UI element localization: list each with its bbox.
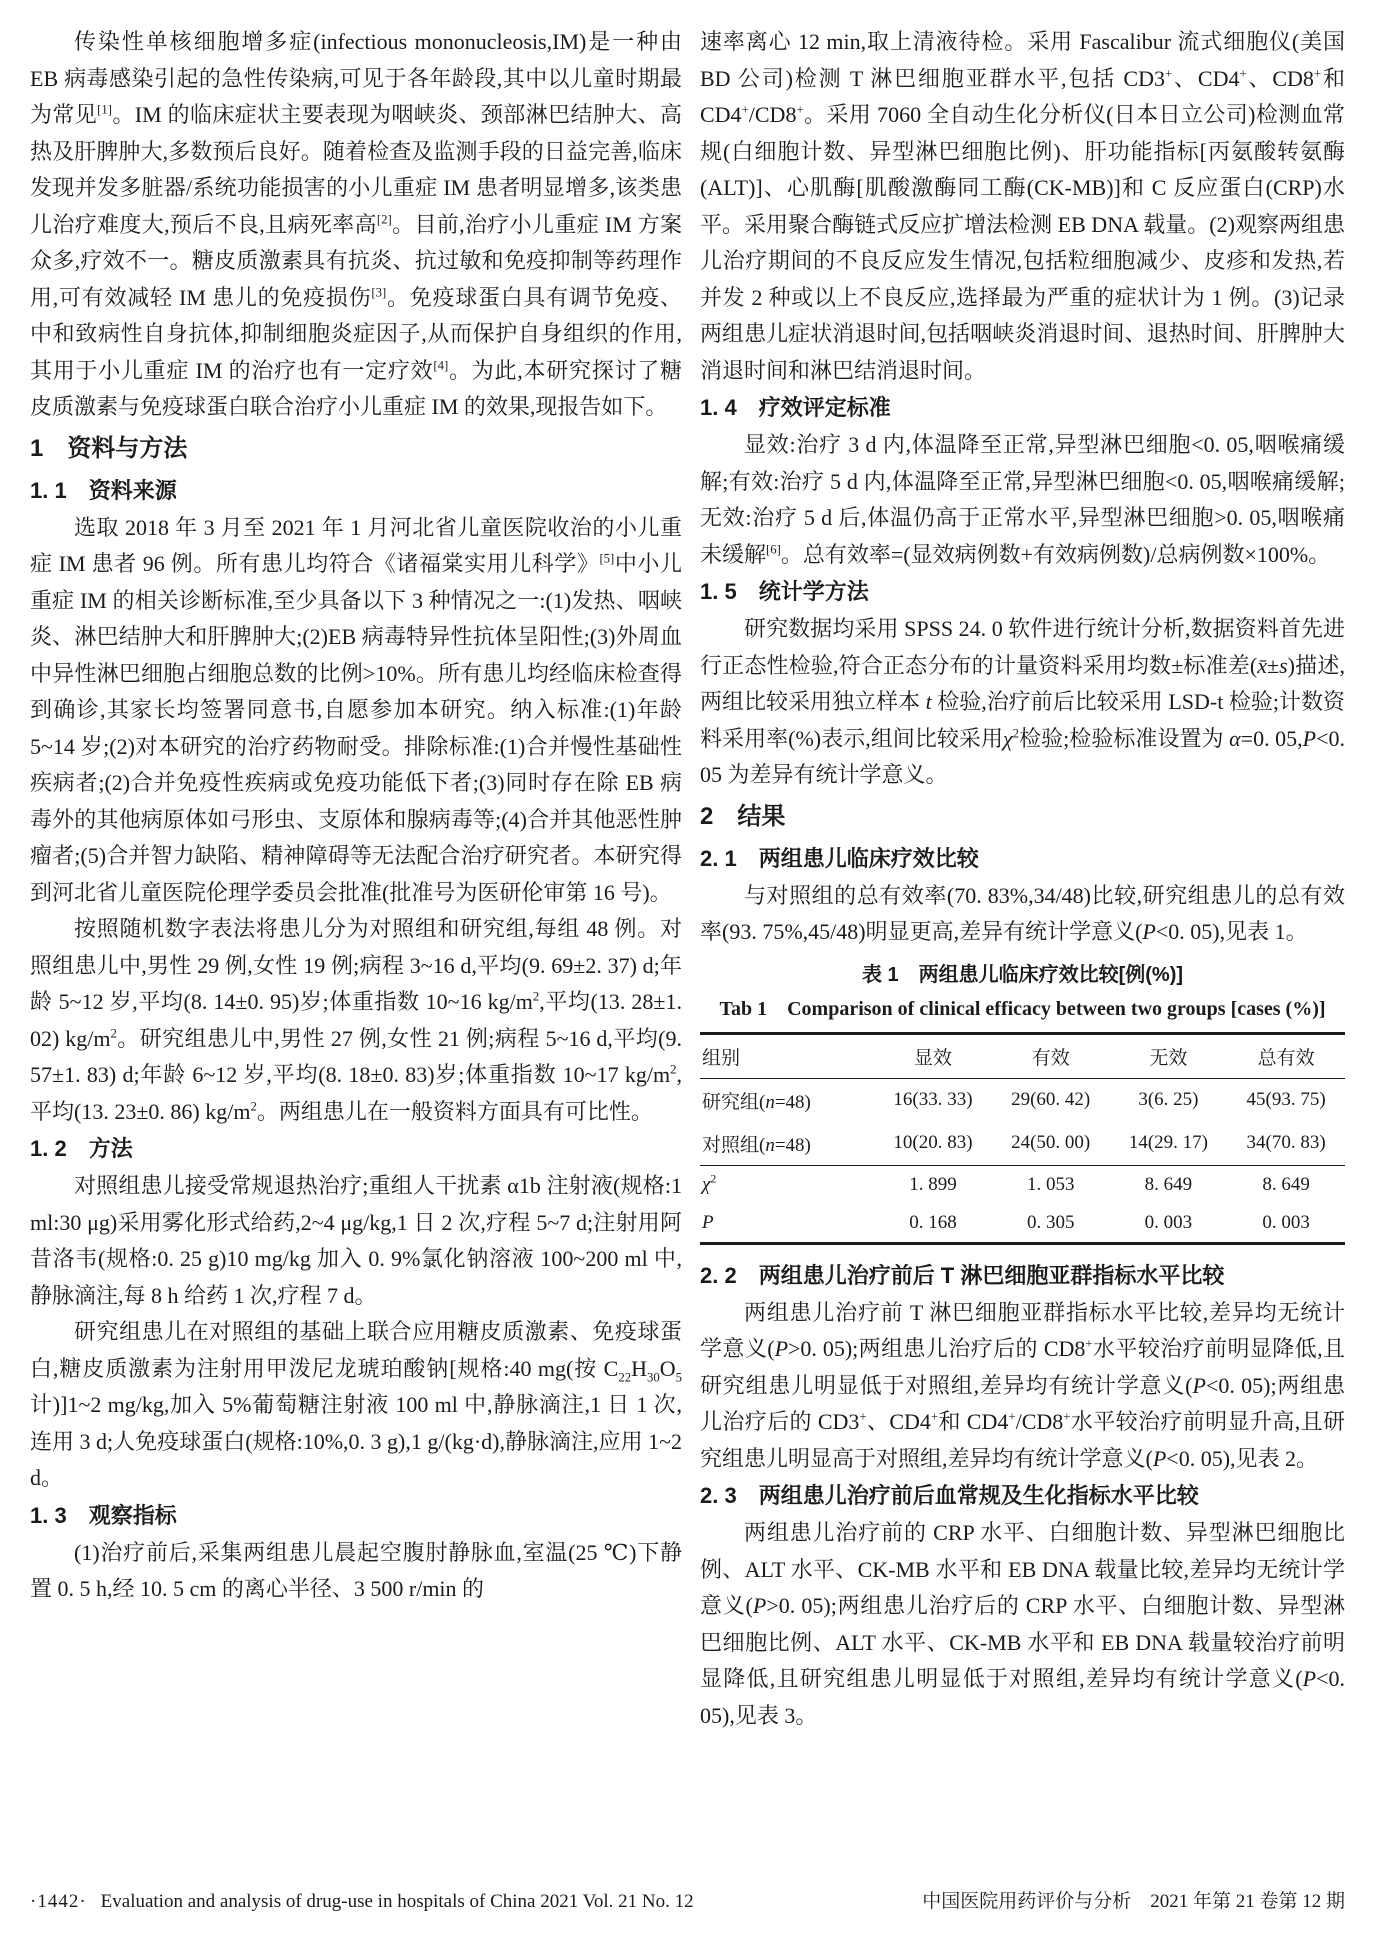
table1-header-group: 组别 <box>700 1033 874 1078</box>
table-cell: 14(29. 17) <box>1110 1122 1228 1166</box>
section-heading-materials-and-methods: 1 资料与方法 <box>30 434 188 462</box>
table1-row-p-value <box>700 1204 1345 1244</box>
paragraph-clinical-efficacy-comparison: 与对照组的总有效率(70. 83%,34/48)比较,研究组患儿的总有效率(93. 75%,45/48)明显更高,差异有统计学意义(P<0. 05),见表 1。 <box>700 882 1345 944</box>
table-cell: 8. 649 <box>1144 1173 1193 1195</box>
page-number: ·1442· <box>30 1891 87 1912</box>
paragraph-observation-indexes-continued: 速率离心 12 min,取上清液待检。采用 Fascalibur 流式细胞仪(美国 BD 公司)检测 T 淋巴细胞亚群水平,包括 CD3+、CD4+、CD8+和 CD4+/CD8+。采用 7060 全自动生化分析仪(日本日立公司)检测血常规(白细胞计数、异型淋巴细胞比例)、肝功能指标[丙氨酸转氨酶(ALT)]、心肌酶[肌酸激酶同工酶(CK-MB)]和 C 反应蛋白(CRP)水平。采用聚合酶链式反应扩增法检测 EB DNA 载量。(2)观察两组患儿治疗期间的不良反应发生情况,包括粒细胞减少、皮疹和发热,若并发 2 种或以上不良反应,选择最为严重的症状计为 1 例。(3)记录两组患儿症状消退时间,包括咽峡炎消退时间、退热时间、肝脾肿大消退时间和淋巴结消退时间。 <box>700 29 1345 383</box>
journal-name-zh: 中国医院用药评价与分析 2021 年第 21 卷第 12 期 <box>922 1891 1345 1912</box>
table1-header-ineffective: 无效 <box>1110 1033 1228 1078</box>
subsection-heading-statistical-method: 1. 5 统计学方法 <box>700 579 869 604</box>
table-cell: 1. 053 <box>1026 1173 1075 1195</box>
table-cell: 10(20. 83) <box>874 1122 992 1166</box>
paragraph-data-source-criteria: 选取 2018 年 3 月至 2021 年 1 月河北省儿童医院收治的小儿重症 IM 患者 96 例。所有患儿均符合《诸福棠实用儿科学》[5]中小儿重症 IM 的相关诊断标准,至少具备以下 3 种情况之一:(1)发热、咽峡炎、淋巴结肿大和肝脾肿大;(2)EB 病毒特异性抗体呈阳性;(3)外周血中异性淋巴细胞占细胞总数的比例>10%。所有患儿均经临床检查得到确诊,其家长均签署同意书,自愿参加本研究。纳入标准:(1)年龄 5~14 岁;(2)对本研究的治疗药物耐受。排除标准:(1)合并慢性基础性疾病者;(2)合并免疫性疾病或免疫功能低下者;(3)同时存在除 EB 病毒外的其他病原体如弓形虫、支原体和腺病毒等;(4)合并其他恶性肿瘤者;(5)合并智力缺陷、精神障碍等无法配合治疗研究者。本研究得到河北省儿童医院伦理学委员会批准(批准号为医研伦审第 16 号)。 <box>30 514 682 905</box>
table-cell: 34(70. 83) <box>1227 1122 1345 1166</box>
table-cell: 0. 003 <box>1144 1211 1193 1233</box>
table1-caption-en: Tab 1 Comparison of clinical efficacy between two groups [cases (%)] <box>719 997 1326 1020</box>
table1-header-row <box>700 1033 1345 1078</box>
table-cell: 0. 305 <box>1026 1211 1075 1233</box>
table-cell: 24(50. 00) <box>992 1122 1110 1166</box>
subsection-heading-t-lymphocyte-comparison: 2. 2 两组患儿治疗前后 T 淋巴细胞亚群指标水平比较 <box>700 1262 1225 1288</box>
paragraph-observation-indexes: (1)治疗前后,采集两组患儿晨起空腹肘静脉血,室温(25 ℃)下静置 0. 5 h,经 10. 5 cm 的离心半径、3 500 r/min 的 <box>30 1539 682 1601</box>
table-cell: 8. 649 <box>1262 1173 1310 1195</box>
paragraph-study-group-treatment: 研究组患儿在对照组的基础上联合应用糖皮质激素、免疫球蛋白,糖皮质激素为注射用甲泼尼龙琥珀酸钠[规格:40 mg(按 $C_{22}H_{30}O_5$ 计)]1~2 mg/kg,加入 5%葡萄糖注射液 100 ml 中,静脉滴注,1 日 1 次,连用 3 d;人免疫球蛋白(规格:10%,0. 3 g),1 g/(kg·d),静脉滴注,应用 1~2 d。 <box>30 1319 682 1490</box>
table1-header-total-effective: 总有效 <box>1227 1033 1345 1078</box>
table-cell: 研究组(n=48) <box>702 1091 811 1113</box>
subsection-heading-data-source: 1. 1 资料来源 <box>30 477 177 503</box>
table-cell: 1. 899 <box>909 1173 957 1195</box>
table-cell: 对照组(n=48) <box>700 1122 874 1166</box>
subsection-heading-efficacy-criteria: 1. 4 疗效评定标准 <box>700 395 891 420</box>
paragraph-efficacy-criteria: 显效:治疗 3 d 内,体温降至正常,异型淋巴细胞<0. 05,咽喉痛缓解;有效:治疗 5 d 内,体温降至正常,异型淋巴细胞<0. 05,咽喉痛缓解;无效:治疗 5 d 后,体温仍高于正常水平,异型淋巴细胞>0. 05,咽喉痛未缓解[6]。总有效率=(显效病例数+有效病例数)/总病例数×100%。 <box>700 432 1345 567</box>
table-cell: 3(6. 25) <box>1138 1089 1199 1110</box>
subsection-heading-method: 1. 2 方法 <box>30 1136 133 1161</box>
left-column <box>30 24 682 1608</box>
table-cell: P <box>702 1211 714 1233</box>
table-cell: 0. 168 <box>909 1211 957 1233</box>
table1-row-control-group <box>700 1122 1345 1166</box>
table1-clinical-efficacy <box>700 1032 1345 1245</box>
page-footer <box>30 1888 1345 1916</box>
table1-header-markedly-effective: 显效 <box>874 1033 992 1078</box>
journal-name-en: Evaluation and analysis of drug-use in hospitals of China 2021 Vol. 21 No. 12 <box>100 1891 694 1912</box>
table1-header-effective: 有效 <box>992 1033 1110 1078</box>
subsection-heading-clinical-efficacy-comparison: 2. 1 两组患儿临床疗效比较 <box>700 845 979 871</box>
table-cell: 16(33. 33) <box>893 1089 973 1110</box>
table-cell: $\chi^2$ <box>702 1172 717 1195</box>
subsection-heading-blood-biochemical-comparison: 2. 3 两组患儿治疗前后血常规及生化指标水平比较 <box>700 1483 1199 1508</box>
paragraph-t-lymphocyte-comparison: 两组患儿治疗前 T 淋巴细胞亚群指标水平比较,差异均无统计学意义(P>0. 05);两组患儿治疗后的 CD8+水平较治疗前明显降低,且研究组患儿明显低于对照组,差异均有统计学意义(P<0. 05);两组患儿治疗后的 CD3+、CD4+和 CD4+/CD8+水平较治疗前明显升高,且研究组患儿明显高于对照组,差异均有统计学意义(P<0. 05),见表 2。 <box>700 1299 1346 1471</box>
table1-caption-zh: 表 1 两组患儿临床疗效比较[例(%)] <box>861 963 1184 986</box>
right-column <box>700 24 1345 1734</box>
paragraph-blood-biochemical-comparison: 两组患儿治疗前的 CRP 水平、白细胞计数、异型淋巴细胞比例、ALT 水平、CK-MB 水平和 EB DNA 载量比较,差异均无统计学意义(P>0. 05);两组患儿治疗后的 CRP 水平、白细胞计数、异型淋巴细胞比例、ALT 水平、CK-MB 水平和 EB DNA 载量较治疗前明显降低,且研究组患儿明显低于对照组,差异均有统计学意义(P<0. 05),见表 3。 <box>700 1520 1346 1728</box>
table1-row-study-group <box>700 1078 1345 1122</box>
table1-row-chi-square <box>700 1165 1345 1204</box>
table-cell: 0. 003 <box>1262 1211 1310 1233</box>
subsection-heading-observation-indexes: 1. 3 观察指标 <box>30 1502 177 1528</box>
section-heading-results: 2 结果 <box>700 802 786 830</box>
paragraph-statistical-method: 研究数据均采用 SPSS 24. 0 软件进行统计分析,数据资料首先进行正态性检验,符合正态分布的计量资料采用均数±标准差(x̄±s)描述,两组比较采用独立样本 t 检验,治疗前后比较采用 LSD-t 检验;计数资料采用率(%)表示,组间比较采用$\chi^2$检验;检验标准设置为 α=0. 05,P<0. 05 为差异有统计学意义。 <box>700 616 1346 787</box>
table-cell: 29(60. 42) <box>1011 1089 1091 1110</box>
paragraph-control-group-treatment: 对照组患儿接受常规退热治疗;重组人干扰素 α1b 注射液(规格:1 ml:30 μg)采用雾化形式给药,2~4 μg/kg,1 日 2 次,疗程 5~7 d;注射用阿昔洛韦(规格:0. 25 g)10 mg/kg 加入 0. 9%氯化钠溶液 100~200 ml 中,静脉滴注,每 8 h 给药 1 次,疗程 7 d。 <box>30 1173 682 1308</box>
paragraph-introduction: 传染性单核细胞增多症(infectious mononucleosis,IM)是一种由 EB 病毒感染引起的急性传染病,可见于各年龄段,其中以儿童时期最为常见[1]。IM 的临床症状主要表现为咽峡炎、颈部淋巴结肿大、高热及肝脾肿大,多数预后良好。随着检查及监测手段的日益完善,临床发现并发多脏器/系统功能损害的小儿重症 IM 患者明显增多,该类患儿治疗难度大,预后不良,且病死率高[2]。目前,治疗小儿重症 IM 方案众多,疗效不一。糖皮质激素具有抗炎、抗过敏和免疫抑制等药理作用,可有效减轻 IM 患儿的免疫损伤[3]。免疫球蛋白具有调节免疫、中和致病性自身抗体,抑制细胞炎症因子,从而保护自身组织的作用,其用于小儿重症 IM 的治疗也有一定疗效[4]。为此,本研究探讨了糖皮质激素与免疫球蛋白联合治疗小儿重症 IM 的效果,现报告如下。 <box>30 29 682 419</box>
table-cell: 45(93. 75) <box>1246 1089 1326 1110</box>
paragraph-grouping-baseline: 按照随机数字表法将患儿分为对照组和研究组,每组 48 例。对照组患儿中,男性 29 例,女性 19 例;病程 3~16 d,平均(9. 69±2. 37) d;年龄 5~12 岁,平均(8. 14±0. 95)岁;体重指数 10~16 $kg/m^2$,平均(13. 28±1. 02) $kg/m^2$。研究组患儿中,男性 27 例,女性 21 例;病程 5~16 d,平均(9. 57±1. 83) d;年龄 6~12 岁,平均(8. 18±0. 83)岁;体重指数 10~17 $kg/m^2$,平均(13. 23±0. 86) $kg/m^2$。两组患儿在一般资料方面具有可比性。 <box>30 916 683 1124</box>
